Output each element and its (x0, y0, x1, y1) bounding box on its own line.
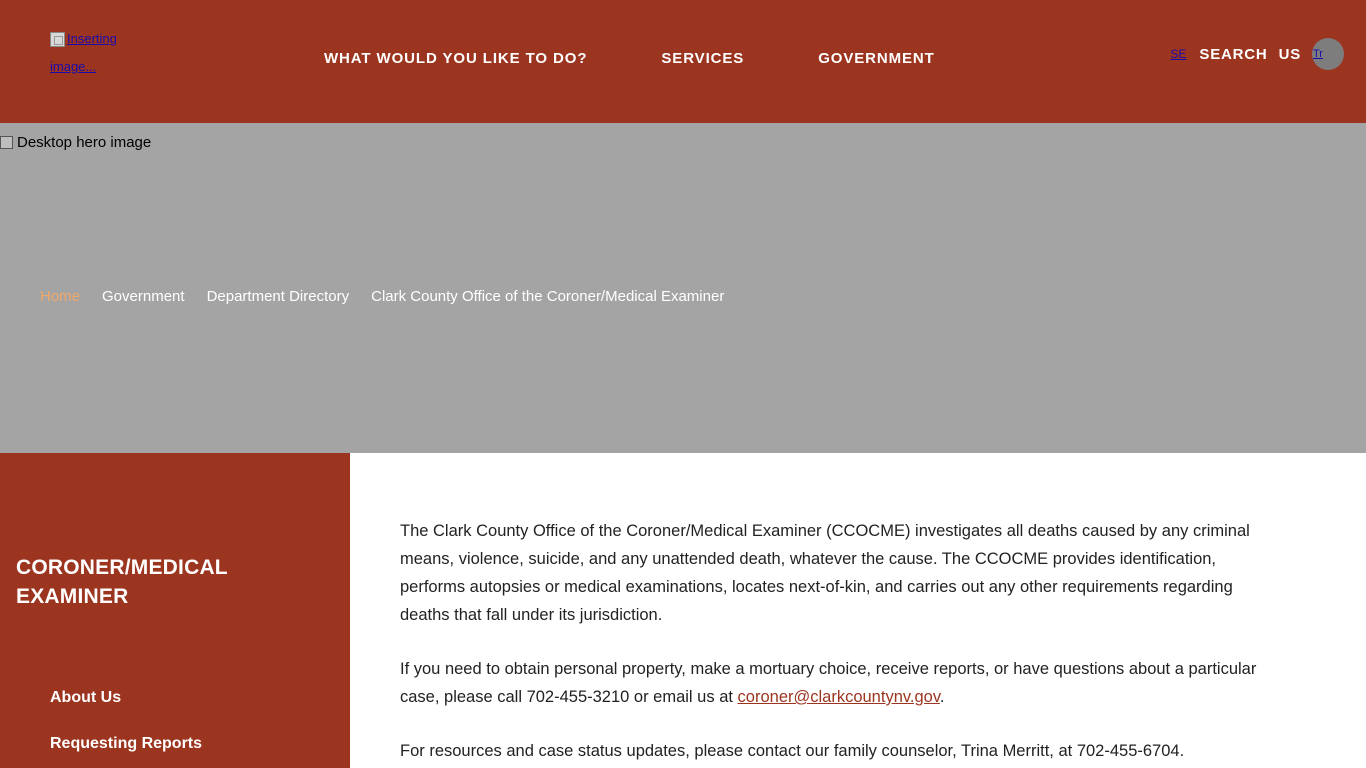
search-icon[interactable]: SE (1170, 47, 1187, 61)
site-logo-broken-image[interactable] (50, 25, 120, 81)
avatar[interactable]: Tr (1312, 38, 1344, 70)
contact-paragraph-text: If you need to obtain personal property, make a mortuary choice, receive reports, or have questions about a particular case, please call 702-455-3210 or email us at (400, 660, 1257, 706)
breadcrumb-item-department-directory[interactable]: Department Directory (206, 288, 350, 305)
main-content (350, 453, 1366, 768)
breadcrumb-item-coroner-medical-examiner[interactable]: Clark County Office of the Coroner/Medical Examiner (371, 288, 725, 305)
intro-paragraph: The Clark County Office of the Coroner/Medical Examiner (CCOCME) investigates all deaths caused by any criminal means, violence, suicide, and any unattended death, whatever the cause. The CCOCME provides identification, performs autopsies or medical examinations, locates next-of-kin, and carries out any other requirements regarding deaths that fall under its jurisdiction. (400, 522, 1250, 624)
breadcrumb (40, 288, 724, 305)
counselor-paragraph: For resources and case status updates, please contact our family counselor, Trina Merritt, at 702-455-6704. (400, 742, 1185, 760)
header-utilities (1170, 38, 1344, 70)
coroner-email-link[interactable]: coroner@clarkcountynv.gov (737, 688, 940, 706)
hero-image-alt-text: Desktop hero image (17, 134, 152, 151)
site-header (0, 0, 1366, 123)
search-button[interactable]: SEARCH (1199, 45, 1268, 63)
nav-item-services[interactable]: SERVICES (661, 50, 745, 67)
broken-image-icon (0, 136, 13, 149)
contact-paragraph-trailing: . (939, 688, 945, 706)
page-body (0, 453, 1366, 768)
sidebar-item-requesting-reports[interactable]: Requesting Reports (50, 735, 203, 752)
language-selector[interactable]: US (1278, 45, 1301, 63)
sidebar-menu (16, 689, 334, 753)
site-logo-alt-text: Inserting image... (50, 31, 117, 74)
main-navigation (324, 50, 935, 67)
hero-image-placeholder (0, 123, 151, 151)
sidebar-item-about-us[interactable]: About Us (50, 689, 122, 706)
contact-paragraph (400, 655, 1260, 711)
sidebar (0, 453, 350, 768)
nav-item-what-would-you-like-to-do[interactable]: WHAT WOULD YOU LIKE TO DO? (324, 50, 588, 67)
hero-banner (0, 123, 1366, 453)
sidebar-title: CORONER/MEDICAL EXAMINER (16, 556, 228, 608)
breadcrumb-item-home[interactable]: Home (40, 288, 81, 305)
broken-image-icon (50, 32, 65, 47)
breadcrumb-item-government[interactable]: Government (102, 288, 185, 305)
nav-item-government[interactable]: GOVERNMENT (818, 50, 935, 67)
